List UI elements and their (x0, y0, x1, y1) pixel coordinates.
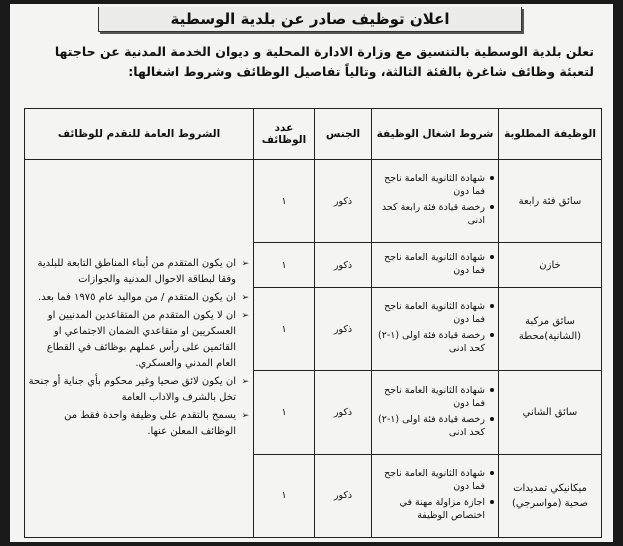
job-title: خازن (499, 243, 602, 288)
condition-item: شهادة الثانوية العامة ناجح فما دون (375, 172, 485, 198)
header-gender: الجنس (315, 109, 372, 160)
condition-item: شهادة الثانوية العامة ناجح فما دون (375, 384, 485, 410)
table-row (25, 160, 602, 243)
job-count: ١ (254, 371, 315, 454)
job-title: ميكانيكي تمديدات صحية (مواسرجي) (499, 454, 602, 537)
condition-item: شهادة الثانوية العامة ناجح فما دون (375, 251, 485, 277)
job-count: ١ (254, 243, 315, 288)
general-condition-item: ➢ يسمح بالتقدم على وظيفة واحدة فقط من الوظائف المعلن عنها. (28, 408, 236, 440)
condition-item: رخصة قيادة فئة اولى (١-٢) كحد ادنى (375, 413, 485, 439)
announcement-title: اعلان توظيف صادر عن بلدية الوسطية (98, 7, 522, 32)
announcement-page (10, 4, 613, 542)
condition-item: شهادة الثانوية العامة ناجح فما دون (375, 300, 485, 326)
job-conditions (372, 243, 499, 288)
condition-item: رخصة قيادة فئة رابعة كحد ادنى (375, 201, 485, 227)
job-gender: ذكور (315, 454, 372, 537)
job-conditions (372, 371, 499, 454)
general-conditions (25, 160, 254, 538)
job-conditions (372, 160, 499, 243)
job-conditions (372, 288, 499, 371)
general-condition-item: ➢ ان يكون المتقدم / من مواليد عام ١٩٧٥ فما بعد. (28, 290, 236, 306)
condition-item: رخصة قيادة فئة اولى (١-٢) كحد ادنى (375, 329, 485, 355)
jobs-table (24, 108, 602, 538)
job-conditions (372, 454, 499, 537)
header-count: عدد الوظائف (254, 109, 315, 160)
header-job: الوظيفة المطلوبة (499, 109, 602, 160)
general-condition-item: ➢ ان لا يكون المتقدم من المتقاعدين المدنيين او العسكريين او متقاعدي الضمان الاجتماعي او القائمين على رأس عملهم بوظائف في القطاع العام المدني والعسكري. (28, 308, 236, 372)
job-gender: ذكور (315, 243, 372, 288)
job-title: سائق الشاني (499, 371, 602, 454)
condition-item: اجازة مزاولة مهنة في اختصاص الوظيفة (375, 496, 485, 522)
job-count: ١ (254, 288, 315, 371)
job-title: سائق فئة رابعة (499, 160, 602, 243)
general-condition-item: ➢ ان يكون المتقدم من أبناء المناطق التابعة للبلدية وفقا لبطاقة الاحوال المدنية والجوازات (28, 256, 236, 288)
table-header-row (25, 109, 602, 160)
intro-paragraph: تعلن بلدية الوسطية بالتنسيق مع وزارة الادارة المحلية و ديوان الخدمة المدنية عن حاجتها لتعبئة وظائف شاغرة بالفئة الثالثة، وتالياً تفاصيل الوظائف وشروط اشغالها: (54, 44, 594, 79)
general-condition-item: ➢ ان يكون لائق صحيا وغير محكوم بأي جناية أو جنحة تخل بالشرف والاداب العامة (28, 374, 236, 406)
job-count: ١ (254, 454, 315, 537)
job-title: سائق مركبة (الشانية)محطة (499, 288, 602, 371)
job-gender: ذكور (315, 288, 372, 371)
condition-item: شهادة الثانوية العامة ناجح فما دون (375, 467, 485, 493)
job-gender: ذكور (315, 160, 372, 243)
job-gender: ذكور (315, 371, 372, 454)
header-conditions: شروط اشغال الوظيفة (372, 109, 499, 160)
header-general: الشروط العامة للتقدم للوظائف (25, 109, 254, 160)
job-count: ١ (254, 160, 315, 243)
